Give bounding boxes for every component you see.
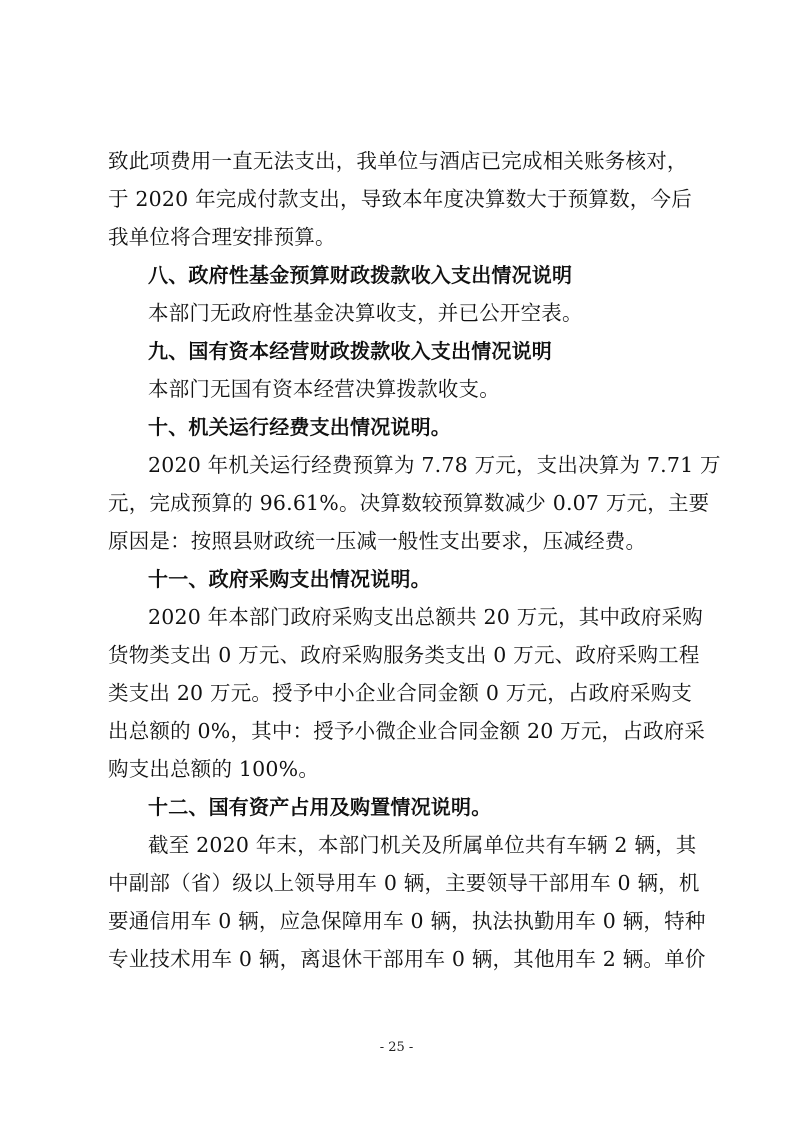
- paragraph-line: 致此项费用一直无法支出，我单位与酒店已完成相关账务核对，: [108, 149, 688, 173]
- section-heading-9: 九、国有资本经营财政拨款收入支出情况说明: [148, 339, 552, 363]
- section-heading-8: 八、政府性基金预算财政拨款收入支出情况说明: [148, 263, 573, 287]
- page-number: - 25 -: [379, 1040, 414, 1055]
- paragraph-line: 2020 年机关运行经费预算为 7.78 万元，支出决算为 7.71 万: [148, 453, 721, 477]
- paragraph-line: 截至 2020 年末，本部门机关及所属单位共有车辆 2 辆，其: [148, 833, 697, 857]
- paragraph-line: 2020 年本部门政府采购支出总额共 20 万元，其中政府采购: [148, 605, 704, 629]
- paragraph-line: 专业技术用车 0 辆，离退休干部用车 0 辆，其他用车 2 辆。单价: [108, 947, 706, 971]
- section-heading-10: 十、机关运行经费支出情况说明。: [148, 415, 451, 439]
- section-heading-12: 十二、国有资产占用及购置情况说明。: [148, 795, 492, 819]
- paragraph-line: 元，完成预算的 96.61%。决算数较预算数减少 0.07 万元，主要: [108, 491, 710, 515]
- paragraph-line: 类支出 20 万元。授予中小企业合同金额 0 万元，占政府采购支: [108, 681, 693, 705]
- paragraph-line: 货物类支出 0 万元、政府采购服务类支出 0 万元、政府采购工程: [108, 643, 700, 667]
- paragraph-line: 本部门无政府性基金决算收支，并已公开空表。: [148, 301, 583, 325]
- paragraph-line: 我单位将合理安排预算。: [108, 225, 336, 249]
- section-heading-11: 十一、政府采购支出情况说明。: [148, 567, 431, 591]
- paragraph-line: 于 2020 年完成付款支出，导致本年度决算数大于预算数，今后: [108, 187, 692, 211]
- paragraph-line: 购支出总额的 100%。: [108, 757, 320, 781]
- paragraph-line: 本部门无国有资本经营决算拨款收支。: [148, 377, 500, 401]
- paragraph-line: 出总额的 0%，其中：授予小微企业合同金额 20 万元，占政府采: [108, 719, 706, 743]
- paragraph-line: 中副部（省）级以上领导用车 0 辆，主要领导干部用车 0 辆，机: [108, 871, 700, 895]
- paragraph-line: 原因是：按照县财政统一压减一般性支出要求，压减经费。: [108, 529, 647, 553]
- paragraph-line: 要通信用车 0 辆，应急保障用车 0 辆，执法执勤用车 0 辆，特种: [108, 909, 706, 933]
